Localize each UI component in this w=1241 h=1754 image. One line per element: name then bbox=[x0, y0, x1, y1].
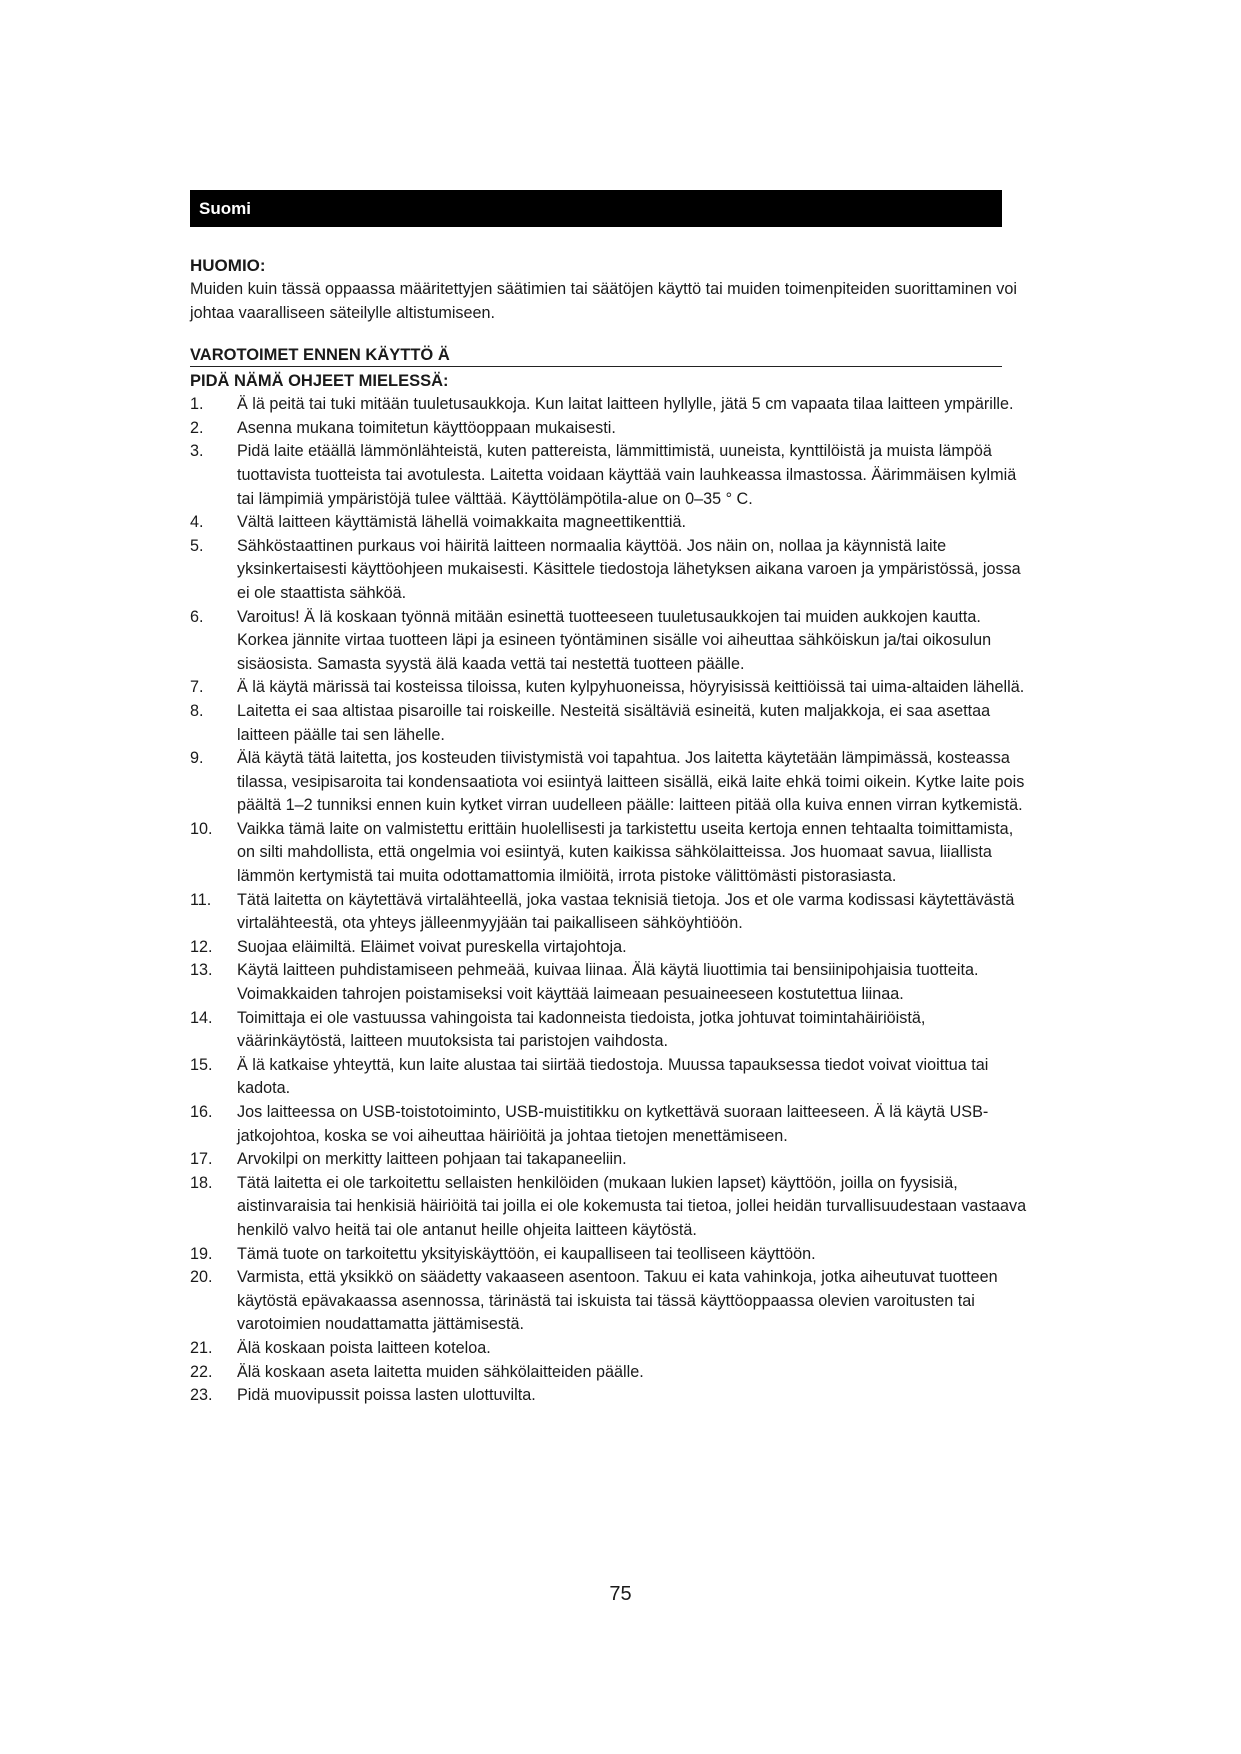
list-item bbox=[190, 511, 1030, 535]
list-item bbox=[190, 1101, 1030, 1148]
item-number: 8. bbox=[190, 701, 204, 720]
list-item bbox=[190, 1172, 1030, 1243]
item-number: 11. bbox=[190, 890, 212, 909]
list-item bbox=[190, 1337, 1030, 1361]
item-number: 2. bbox=[190, 418, 204, 437]
item-text: Tätä laitetta on käytettävä virtalähteellä, joka vastaa teknisiä tietoja. Jos et ole varma kodissasi käytettävästä virtalähteestä, ota yhteys jälleenmyyjään tai paikalliseen sähköyhtiöön. bbox=[237, 890, 1015, 933]
list-item bbox=[190, 1148, 1030, 1172]
item-text: Jos laitteessa on USB-toistotoiminto, USB-muistitikku on kytkettävä suoraan laitteeseen. Ä lä käytä USB-jatkojohtoa, koska se voi aiheuttaa häiriöitä ja johtaa tietojen menettämiseen. bbox=[237, 1103, 989, 1145]
item-number: 19. bbox=[190, 1244, 213, 1263]
item-number: 12. bbox=[190, 937, 213, 956]
item-text: Arvokilpi on merkitty laitteen pohjaan tai takapaneeliin. bbox=[237, 1150, 627, 1169]
precautions-heading: VAROTOIMET ENNEN KÄYTTÖ Ä bbox=[190, 346, 450, 365]
list-item bbox=[190, 936, 1030, 960]
list-item bbox=[190, 889, 1030, 936]
list-item bbox=[190, 606, 1030, 677]
list-item bbox=[190, 440, 1030, 511]
list-item bbox=[190, 959, 1030, 1006]
item-text: Asenna mukana toimitetun käyttöoppaan mukaisesti. bbox=[237, 418, 616, 437]
item-text: Ä lä peitä tai tuki mitään tuuletusaukkoja. Kun laitat laitteen hyllylle, jätä 5 cm vapaata tilaa laitteen ympärille. bbox=[237, 395, 1014, 414]
item-text: Sähköstaattinen purkaus voi häiritä laitteen normaalia käyttöä. Jos näin on, nollaa ja käynnistä laite yksinkertaisesti käyttöohjeen mukaisesti. Käsittele tiedostoja lähetyksen aikana varoen ja ympäristössä, jossa ei ole staattista sähköä. bbox=[237, 536, 1021, 602]
item-text: Varoitus! Ä lä koskaan työnnä mitään esinettä tuotteeseen tuuletusaukkojen tai muiden aukkojen kautta. Korkea jännite virtaa tuotteen läpi ja esineen työntäminen sisälle voi aiheuttaa sähköiskun ja/tai oikosulun sisäosista. Samasta syystä älä kaada vettä tai nestettä tuotteen päälle. bbox=[237, 607, 992, 673]
list-item bbox=[190, 1266, 1030, 1337]
page-content bbox=[190, 250, 1030, 1408]
item-number: 13. bbox=[190, 961, 213, 980]
item-text: Pidä laite etäällä lämmönlähteistä, kuten pattereista, lämmittimistä, uuneista, kynttilöistä ja muista lämpöä tuottavista tuotteista tai avotulesta. Laitetta voidaan käyttää vain lauhkeassa ilmastossa. Äärimmäisen kylmiä tai lämpimiä ympäristöjä tulee välttää. Käyttölämpötila-alue on 0–35 ° C. bbox=[237, 442, 1017, 508]
item-text: Vältä laitteen käyttämistä lähellä voimakkaita magneettikenttiä. bbox=[237, 513, 686, 532]
list-item bbox=[190, 676, 1030, 700]
item-number: 4. bbox=[190, 513, 204, 532]
item-number: 9. bbox=[190, 749, 204, 768]
item-number: 10. bbox=[190, 819, 213, 838]
heading-divider bbox=[190, 366, 1002, 367]
item-number: 7. bbox=[190, 678, 204, 697]
caution-heading: HUOMIO: bbox=[190, 256, 266, 275]
item-number: 3. bbox=[190, 442, 204, 461]
item-number: 16. bbox=[190, 1103, 213, 1121]
item-text: Varmista, että yksikkö on säädetty vakaaseen asentoon. Takuu ei kata vahinkoja, jotka aiheutuvat tuotteen käytöstä epävakaassa asennossa, tärinästä tai iskuista tai tässä käyttöoppaassa olevien varoitusten tai varotoimien noudattamatta jättämisestä. bbox=[237, 1268, 998, 1334]
list-item bbox=[190, 417, 1030, 441]
item-text: Pidä muovipussit poissa lasten ulottuvilta. bbox=[237, 1386, 536, 1405]
page-number: 75 bbox=[609, 1583, 632, 1605]
item-number: 15. bbox=[190, 1055, 213, 1074]
item-text: Tämä tuote on tarkoitettu yksityiskäyttöön, ei kaupalliseen tai teolliseen käyttöön. bbox=[237, 1244, 816, 1263]
item-text: Toimittaja ei ole vastuussa vahingoista tai kadonneista tiedoista, jotka johtuvat toimintahäiriöistä, väärinkäytöstä, laitteen muutoksista tai paristojen vaihdosta. bbox=[237, 1008, 926, 1051]
item-number: 22. bbox=[190, 1362, 213, 1381]
item-number: 18. bbox=[190, 1173, 213, 1192]
item-number: 14. bbox=[190, 1008, 213, 1027]
item-text: Älä käytä tätä laitetta, jos kosteuden tiivistymistä voi tapahtua. Jos laitetta käytetään lämpimässä, kosteassa tilassa, vesipisaroita tai kondensaatiota voi esiintyä laitteen sisällä, eikä laite ehkä toimi oikein. Kytke laite pois päältä 1–2 tunniksi ennen kuin kytket virran uudelleen päälle: laitteen pitää olla kuiva ennen virran kytkemistä. bbox=[237, 749, 1025, 815]
item-number: 21. bbox=[190, 1338, 213, 1357]
item-number: 23. bbox=[190, 1386, 213, 1405]
item-text: Ä lä käytä märissä tai kosteissa tiloissa, kuten kylpyhuoneissa, höyryisissä keittiöissä tai uima-altaiden lähellä. bbox=[237, 678, 1025, 697]
item-number: 6. bbox=[190, 607, 204, 626]
precautions-subheading: PIDÄ NÄMÄ OHJEET MIELESSÄ: bbox=[190, 372, 449, 391]
item-text: Laitetta ei saa altistaa pisaroille tai roiskeille. Nesteitä sisältäviä esineitä, kuten maljakkoja, ei saa asettaa laitteen päälle tai sen lähelle. bbox=[237, 701, 991, 744]
item-number: 17. bbox=[190, 1150, 213, 1169]
list-item bbox=[190, 818, 1030, 889]
precautions-list bbox=[190, 393, 1030, 1408]
list-item bbox=[190, 747, 1030, 818]
item-number: 20. bbox=[190, 1268, 213, 1287]
item-text: Suojaa eläimiltä. Eläimet voivat pureskella virtajohtoja. bbox=[237, 937, 627, 956]
list-item bbox=[190, 700, 1030, 747]
item-text: Vaikka tämä laite on valmistettu erittäin huolellisesti ja tarkistettu useita kertoja ennen tehtaalta toimittamista, on silti mahdollista, että ongelmia voi esiintyä, kuten kaikissa sähkölaitteissa. Jos huomaat savua, liiallista lämmön kertymistä tai muita odottamattomia ilmiöitä, irrota pistoke välittömästi pistorasiasta. bbox=[237, 819, 1014, 886]
list-item bbox=[190, 393, 1030, 417]
item-number: 5. bbox=[190, 536, 204, 555]
list-item bbox=[190, 1007, 1030, 1054]
list-item bbox=[190, 1054, 1030, 1101]
item-text: Ä lä katkaise yhteyttä, kun laite alustaa tai siirtää tiedostoja. Muussa tapauksessa tiedot voivat vioittua tai kadota. bbox=[237, 1055, 989, 1098]
list-item bbox=[190, 535, 1030, 606]
language-label: Suomi bbox=[199, 199, 251, 218]
item-text: Älä koskaan poista laitteen koteloa. bbox=[237, 1338, 491, 1357]
list-item bbox=[190, 1243, 1030, 1267]
item-text: Älä koskaan aseta laitetta muiden sähkölaitteiden päälle. bbox=[237, 1362, 644, 1381]
item-number: 1. bbox=[190, 395, 204, 414]
list-item bbox=[190, 1384, 1030, 1408]
language-header-bar bbox=[190, 190, 1002, 227]
item-text: Tätä laitetta ei ole tarkoitettu sellaisten henkilöiden (mukaan lukien lapset) käyttöön, joilla on fyysisiä, aistinvaraisia tai henkisiä häiriöitä tai joilla ei ole kokemusta tai tietoa, jollei heidän turvallisuudestaan vastaava henkilö valvo heitä tai ole antanut heille ohjeita laitteen käytöstä. bbox=[237, 1173, 1027, 1239]
caution-text: Muiden kuin tässä oppaassa määritettyjen säätimien tai säätöjen käyttö tai muiden toimenpiteiden suorittaminen voi johtaa vaaralliseen säteilylle altistumiseen. bbox=[190, 280, 1017, 322]
item-text: Käytä laitteen puhdistamiseen pehmeää, kuivaa liinaa. Älä käytä liuottimia tai bensiinipohjaisia tuotteita. Voimakkaiden tahrojen poistamiseksi voit käyttää laimeaan pesuaineeseen kostutettua liinaa. bbox=[237, 961, 979, 1004]
list-item bbox=[190, 1361, 1030, 1385]
